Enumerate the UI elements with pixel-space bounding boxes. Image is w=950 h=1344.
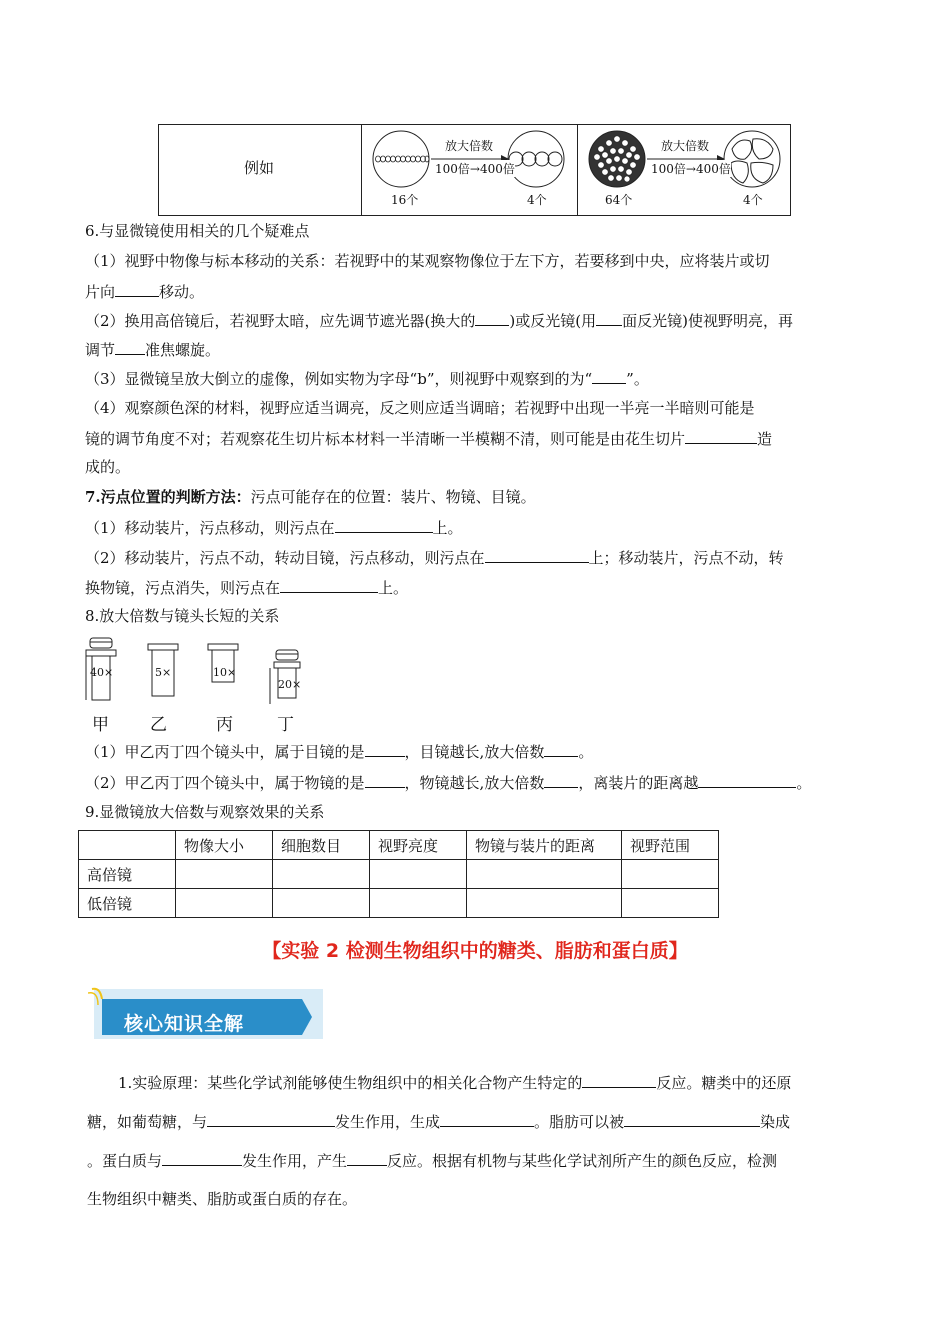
table-header-cell: 视野范围	[622, 831, 719, 860]
answer-blank[interactable]	[596, 309, 622, 326]
section-6-title: 6.与显微镜使用相关的几个疑难点	[85, 222, 310, 240]
s6-p1-line1: （1）视野中物像与标本移动的关系：若视野中的某观察物像位于左下方，若要移到中央，应将装片或切	[85, 252, 770, 270]
arrow-label-top: 放大倍数	[661, 139, 710, 153]
answer-blank[interactable]	[485, 546, 589, 563]
example-divider	[577, 125, 578, 215]
table-cell[interactable]	[467, 860, 622, 889]
principle-line4: 生物组织中糖类、脂肪或蛋白质的存在。	[87, 1190, 358, 1208]
arrow-label-bottom: 100倍→400倍	[651, 162, 731, 176]
answer-blank[interactable]	[475, 309, 509, 326]
s6-p2-line1: （2）换用高倍镜后，若视野太暗，应先调节遮光器(换大的 )或反光镜(用 面反光镜)使视野明亮，再	[85, 309, 793, 332]
example-table	[158, 124, 791, 216]
table-header-cell: 细胞数目	[273, 831, 370, 860]
lens-mag: 10×	[213, 666, 237, 679]
section-9-title: 9.显微镜放大倍数与观察效果的关系	[85, 803, 325, 821]
table-cell[interactable]	[273, 860, 370, 889]
answer-blank[interactable]	[280, 576, 378, 593]
table-cell[interactable]	[273, 889, 370, 918]
experiment-2-title: 【实验 2 检测生物组织中的糖类、脂肪和蛋白质】	[262, 940, 688, 962]
count-high: 4个	[527, 193, 547, 207]
s6-p4-line3: 成的。	[85, 458, 131, 476]
example-divider	[361, 125, 362, 215]
table-header-cell: 物像大小	[176, 831, 273, 860]
arrow-label-top: 放大倍数	[445, 139, 494, 153]
lens-name: 丙	[216, 715, 233, 735]
answer-blank[interactable]	[115, 338, 145, 355]
answer-blank[interactable]	[544, 740, 578, 757]
answer-blank[interactable]	[544, 771, 578, 788]
count-high: 4个	[743, 193, 763, 207]
answer-blank[interactable]	[162, 1149, 242, 1166]
answer-blank[interactable]	[335, 516, 433, 533]
answer-blank[interactable]	[365, 771, 405, 788]
count-low: 16个	[391, 193, 419, 207]
table-header-cell: 物镜与装片的距离	[467, 831, 622, 860]
section-7-title: 7.污点位置的判断方法：污点可能存在的位置：装片、物镜、目镜。	[85, 488, 536, 506]
section-8-title: 8.放大倍数与镜头长短的关系	[85, 607, 280, 625]
lens-mag: 20×	[278, 678, 302, 691]
table-row	[79, 889, 719, 918]
table-cell[interactable]	[622, 889, 719, 918]
table-cell[interactable]	[176, 860, 273, 889]
arrow-label-bottom: 100倍→400倍	[435, 162, 515, 176]
answer-blank[interactable]	[207, 1110, 335, 1127]
s8-q1: （1）甲乙丙丁四个镜头中，属于目镜的是 ，目镜越长,放大倍数 。	[85, 740, 593, 763]
answer-blank[interactable]	[624, 1110, 760, 1127]
lens-name: 丁	[277, 715, 294, 735]
principle-line3: 。蛋白质与 发生作用，产生 反应。根据有机物与某些化学试剂所产生的颜色反应，检测	[87, 1149, 777, 1173]
answer-blank[interactable]	[440, 1110, 534, 1127]
row-label: 高倍镜	[79, 860, 176, 889]
table-header-cell: 视野亮度	[370, 831, 467, 860]
s7-p2-line2: 换物镜，污点消失，则污点在 上。	[85, 576, 408, 599]
s6-p2-line2: 调节 准焦螺旋。	[85, 338, 220, 361]
answer-blank[interactable]	[698, 771, 796, 788]
s6-p4-line2: 镜的调节角度不对；若观察花生切片标本材料一半清晰一半模糊不清，则可能是由花生切片 造	[85, 427, 772, 450]
answer-blank[interactable]	[365, 740, 405, 757]
table-cell[interactable]	[370, 889, 467, 918]
answer-blank[interactable]	[582, 1071, 656, 1088]
table-cell[interactable]	[176, 889, 273, 918]
lens-mag: 5×	[155, 666, 172, 679]
lens-diagram	[84, 634, 314, 712]
s6-p4-line1: （4）观察颜色深的材料，视野应适当调亮，反之则应适当调暗；若视野中出现一半亮一半暗则可能是	[85, 399, 755, 417]
s8-q2: （2）甲乙丙丁四个镜头中，属于物镜的是 ，物镜越长,放大倍数 ，离装片的距离越 。	[85, 771, 811, 794]
answer-blank[interactable]	[592, 367, 626, 384]
answer-blank[interactable]	[685, 427, 757, 444]
count-low: 64个	[605, 193, 633, 207]
s6-p1-line2: 片向 移动。	[85, 280, 204, 303]
table-cell[interactable]	[467, 889, 622, 918]
table-cell[interactable]	[622, 860, 719, 889]
table-header-cell	[79, 831, 176, 860]
row-label: 低倍镜	[79, 889, 176, 918]
s6-p3: （3）显微镜呈放大倒立的虚像，例如实物为字母“b”，则视野中观察到的为“ ”。	[85, 367, 649, 390]
answer-blank[interactable]	[347, 1149, 387, 1166]
lens-mag: 40×	[90, 666, 114, 679]
s7-p2-line1: （2）移动装片，污点不动，转动目镜，污点移动，则污点在 上；移动装片，污点不动，转	[85, 546, 784, 569]
example-label: 例如	[244, 159, 275, 177]
magnification-table	[78, 830, 719, 918]
principle-line1: 1.实验原理：某些化学试剂能够使生物组织中的相关化合物产生特定的 反应。糖类中的还原	[118, 1071, 791, 1095]
principle-line2: 糖，如葡萄糖，与 发生作用，生成 。脂肪可以被 染成	[87, 1110, 790, 1134]
answer-blank[interactable]	[115, 280, 159, 297]
table-header-row	[79, 831, 719, 860]
lens-name: 甲	[92, 715, 109, 735]
table-row	[79, 860, 719, 889]
lens-name: 乙	[150, 715, 167, 735]
banner-label: 核心知识全解	[124, 1013, 245, 1035]
s7-p1: （1）移动装片，污点移动，则污点在 上。	[85, 516, 463, 539]
table-cell[interactable]	[370, 860, 467, 889]
